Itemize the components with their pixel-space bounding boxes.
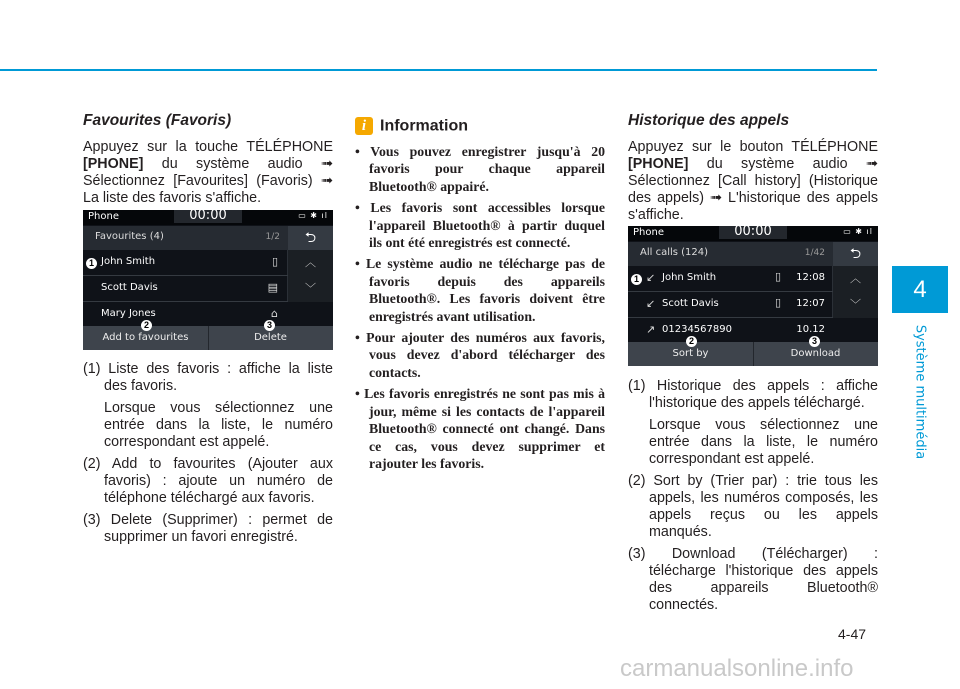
info-icon: i — [355, 117, 373, 135]
contact-name: John Smith — [662, 272, 717, 283]
information-list — [355, 143, 605, 472]
history-item-3: (3) Download (Télécharger) : télécharge l'historique des appels des appareils Bluetooth® connectés. — [628, 546, 878, 613]
status-bar — [628, 226, 878, 241]
list-item: • Le système audio ne télécharge pas de favoris depuis des appareils Bluetooth®. Les favoris doivent être enregistrés avant utilisation. — [355, 255, 605, 325]
history-item-1-cont: Lorsque vous sélectionnez une entrée dans la liste, le numéro correspondant est appelé. — [649, 417, 878, 467]
contact-name: Mary Jones — [101, 308, 156, 319]
dialed-call-icon: ↗ — [646, 323, 656, 336]
history-screen — [628, 226, 878, 366]
chapter-tab: 4 — [892, 266, 948, 313]
marker-2: 2 — [686, 336, 697, 347]
list-item: • Vous pouvez enregistrer jusqu'à 20 favoris pour chaque appareil Bluetooth® appairé. — [355, 143, 605, 195]
call-time: 10.12 — [796, 324, 825, 335]
favourites-intro — [83, 139, 333, 207]
download-button[interactable]: Download — [790, 348, 841, 359]
page-number: 4-47 — [838, 626, 867, 642]
list-item: • Les favoris enregistrés ne sont pas mis à jour, même si les contacts de l'appareil Bluetooth® connecté ont changé. Dans ce cas, vous devez supprimer et rajouter les favoris. — [355, 385, 605, 472]
clock: 00:00 — [719, 226, 787, 239]
delete-button[interactable]: Delete — [254, 332, 287, 343]
scroll-up-button[interactable]: ︿ — [850, 272, 861, 285]
page-indicator: 1/2 — [265, 232, 280, 242]
contact-name: Scott Davis — [101, 282, 158, 293]
status-bar — [83, 210, 333, 225]
call-time: 12:07 — [796, 298, 825, 309]
received-call-icon: ↙ — [646, 271, 656, 284]
mobile-icon: ▯ — [271, 255, 278, 268]
scroll-rail — [832, 266, 878, 318]
favourites-intro-a: Appuyez sur la touche TÉLÉPHONE — [83, 139, 333, 155]
contact-name: Scott Davis — [662, 298, 719, 309]
information-title: Information — [380, 117, 468, 135]
history-intro-a: Appuyez sur le bouton TÉLÉPHONE — [628, 139, 878, 155]
history-items — [628, 378, 878, 614]
contact-name: 01234567890 — [662, 324, 732, 335]
call-time: 12:08 — [796, 272, 825, 283]
phone-key-label: [PHONE] — [83, 156, 144, 172]
marker-1: 1 — [631, 274, 642, 285]
history-item-1: (1) Historique des appels : affiche l'historique des appels téléchargé. — [628, 378, 878, 411]
sort-by-button[interactable]: Sort by — [672, 348, 709, 359]
history-item-2: (2) Sort by (Trier par) : trie tous les appels, les numéros composés, les appels reçus ou les appels manqués. — [628, 473, 878, 540]
scroll-rail — [287, 250, 333, 302]
phone-key-label: [PHONE] — [628, 156, 689, 172]
list-item[interactable] — [83, 250, 288, 276]
button-bar — [628, 342, 878, 366]
history-intro — [628, 139, 878, 224]
list-item[interactable] — [628, 318, 833, 344]
office-icon: ▤ — [267, 281, 278, 294]
side-title: Système multimédia — [912, 324, 928, 460]
list-title: All calls (124) — [640, 247, 709, 258]
app-name: Phone — [88, 211, 119, 222]
list-item[interactable] — [628, 292, 833, 318]
marker-3: 3 — [264, 320, 275, 331]
favourites-screen — [83, 210, 333, 350]
favourites-item-1: (1) Liste des favoris : affiche la liste des favoris. — [83, 361, 333, 394]
favourites-heading: Favourites (Favoris) — [83, 112, 232, 129]
list-item: • Pour ajouter des numéros aux favoris, vous devez d'abord télécharger des contacts. — [355, 329, 605, 381]
history-heading: Historique des appels — [628, 112, 790, 129]
marker-3: 3 — [809, 336, 820, 347]
list-item[interactable] — [628, 266, 833, 292]
favourites-item-2: (2) Add to favourites (Ajouter aux favoris) : ajoute un numéro de téléphone téléchargé aux favoris. — [83, 456, 333, 506]
list-item[interactable] — [83, 276, 288, 302]
marker-1: 1 — [86, 258, 97, 269]
history-section — [628, 112, 878, 224]
watermark: carmanualsonline.info — [620, 655, 854, 682]
favourites-intro-c: du système audio ➟ Sélectionnez [Favourites] (Favoris) ➟ La liste des favoris s'affiche. — [83, 156, 333, 206]
back-button[interactable]: ⮌ — [833, 242, 878, 266]
status-icons: ▭ ✱ ıl — [843, 227, 873, 236]
list-header — [628, 242, 833, 266]
mobile-icon: ▯ — [774, 270, 781, 283]
favourites-section — [83, 112, 333, 207]
button-bar — [83, 326, 333, 350]
back-button[interactable]: ⮌ — [288, 226, 333, 250]
favourites-item-1-cont: Lorsque vous sélectionnez une entrée dans la liste, le numéro correspondant est appelé. — [104, 400, 333, 450]
mobile-icon: ▯ — [774, 296, 781, 309]
received-call-icon: ↙ — [646, 297, 656, 310]
list-item[interactable] — [83, 302, 288, 328]
favourites-item-3: (3) Delete (Supprimer) : permet de supprimer un favori enregistré. — [83, 512, 333, 545]
information-header — [355, 117, 605, 135]
scroll-down-button[interactable]: ﹀ — [305, 282, 316, 295]
information-section — [355, 117, 605, 476]
app-name: Phone — [633, 227, 664, 238]
list-header — [83, 226, 288, 250]
favourites-items — [83, 361, 333, 546]
list-title: Favourites (4) — [95, 231, 164, 242]
clock: 00:00 — [174, 210, 242, 223]
list-item: • Les favoris sont accessibles lorsque l'appareil Bluetooth® à partir duquel ils ont été enregistrés est connecté. — [355, 199, 605, 251]
scroll-up-button[interactable]: ︿ — [305, 256, 316, 269]
scroll-down-button[interactable]: ﹀ — [850, 298, 861, 311]
page-indicator: 1/42 — [804, 248, 825, 258]
add-to-favourites-button[interactable]: Add to favourites — [102, 332, 189, 343]
header-rule — [0, 69, 877, 71]
history-intro-c: du système audio ➟ Sélectionnez [Call history] (Historique des appels) ➟ L'historique des appels s'affiche. — [628, 156, 878, 223]
home-icon: ⌂ — [271, 307, 278, 320]
status-icons: ▭ ✱ ıl — [298, 211, 328, 220]
marker-2: 2 — [141, 320, 152, 331]
contact-name: John Smith — [101, 256, 156, 267]
